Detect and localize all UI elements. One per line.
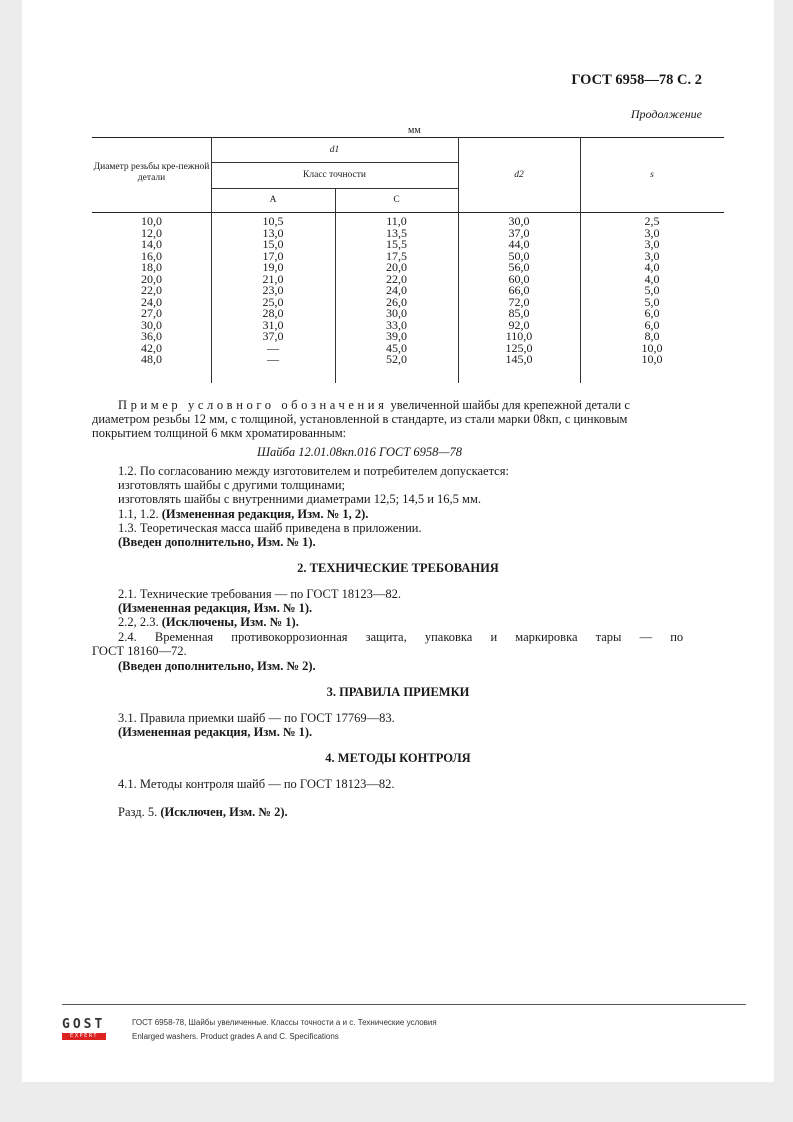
table-cell: 10,0 <box>641 352 663 366</box>
table-cell: — <box>267 352 279 366</box>
unit-label: мм <box>408 125 421 136</box>
table-hline <box>211 162 458 163</box>
table-cell: 25,0 <box>262 294 284 309</box>
clause-2-4-cont: ГОСТ 18160—72. <box>92 644 187 658</box>
table-cell: 28,0 <box>262 306 284 320</box>
column-d1-class-a <box>211 216 335 366</box>
table-cell: 33,0 <box>386 317 407 332</box>
table-cell: 12,0 <box>141 225 162 240</box>
clause-2-1-note: (Измененная редакция, Изм. № 1). <box>118 601 313 615</box>
clause-1-2: 1.2. По согласованию между изготовителем и потребителем допускается: <box>118 464 509 478</box>
table-cell: 85,0 <box>508 306 530 320</box>
table-cell: 24,0 <box>141 294 162 309</box>
clause-1-2-item-a: изготовлять шайбы с другими толщинами; <box>118 478 345 492</box>
clause-3-1-note: (Измененная редакция, Изм. № 1). <box>118 725 313 739</box>
table-cell: 60,0 <box>508 271 530 286</box>
continuation-label: Продолжение <box>630 107 702 121</box>
column-thread-diameter <box>92 216 211 366</box>
table-cell: 31,0 <box>262 317 284 332</box>
table-cell: 20,0 <box>386 260 407 274</box>
clause-2-1: 2.1. Технические требования — по ГОСТ 18123—82. <box>118 587 401 601</box>
footer-title-en: Enlarged washers. Product grades A and C. Specifications <box>132 1032 339 1041</box>
table-cell: 15,0 <box>262 237 284 251</box>
table-cell: 37,0 <box>262 329 284 343</box>
table-cell: 13,5 <box>386 225 407 240</box>
header-d1: d1 <box>329 145 340 155</box>
table-cell: 3,0 <box>644 225 660 240</box>
footer-rule <box>62 1004 746 1005</box>
table-header-rule <box>92 212 724 213</box>
table-cell: 30,0 <box>141 317 162 332</box>
table-cell: 30,0 <box>508 214 530 228</box>
table-cell: 16,0 <box>141 248 162 263</box>
section-5-note: Разд. 5. (Исключен, Изм. № 2). <box>118 805 288 819</box>
table-cell: 3,0 <box>644 248 660 263</box>
table-cell: 10,0 <box>641 340 663 355</box>
header-accuracy-class: Класс точности <box>303 170 366 180</box>
table-cell: 72,0 <box>508 294 530 309</box>
example-line-1: Пример условного обозначения увеличенной шайбы для крепежной детали с <box>118 398 630 412</box>
table-cell: — <box>267 340 279 355</box>
table-cell: 10,5 <box>262 214 284 228</box>
table-hline <box>211 188 458 189</box>
table-cell: 24,0 <box>386 283 407 297</box>
page-header-title: ГОСТ 6958—78 С. 2 <box>571 72 702 88</box>
clause-2-4-note: (Введен дополнительно, Изм. № 2). <box>118 659 316 673</box>
table-cell: 125,0 <box>505 340 533 355</box>
table-cell: 8,0 <box>644 329 660 343</box>
section-2-heading: 2. ТЕХНИЧЕСКИЕ ТРЕБОВАНИЯ <box>297 561 499 575</box>
column-d1-class-c <box>335 216 458 366</box>
header-s: s <box>650 170 654 180</box>
table-cell: 17,0 <box>262 248 284 263</box>
clause-2-2-note: 2.2, 2.3. (Исключены, Изм. № 1). <box>118 615 299 629</box>
clause-1-3: 1.3. Теоретическая масса шайб приведена в приложении. <box>118 521 422 535</box>
table-cell: 56,0 <box>508 260 530 274</box>
table-cell: 6,0 <box>644 317 660 332</box>
table-top-rule <box>92 137 724 138</box>
header-class-a: А <box>269 195 277 205</box>
table-cell: 44,0 <box>508 237 530 251</box>
table-cell: 37,0 <box>508 225 530 240</box>
document-page <box>22 0 774 1082</box>
table-cell: 5,0 <box>644 294 660 309</box>
table-cell: 22,0 <box>386 271 407 286</box>
table-cell: 15,5 <box>386 237 407 251</box>
example-line-2: диаметром резьбы 12 мм, с толщиной, установленной в стандарте, из стали марки 08кп, с цинковым <box>92 412 628 426</box>
clause-1-3-note: (Введен дополнительно, Изм. № 1). <box>118 535 316 549</box>
table-cell: 22,0 <box>141 283 162 297</box>
header-class-c: С <box>393 195 400 205</box>
table-cell: 20,0 <box>141 271 162 286</box>
table-cell: 42,0 <box>141 340 162 355</box>
table-cell: 39,0 <box>386 329 407 343</box>
column-s <box>580 216 724 366</box>
table-cell: 23,0 <box>262 283 284 297</box>
example-designation: Шайба 12.01.08кп.016 ГОСТ 6958—78 <box>257 445 463 459</box>
table-cell: 11,0 <box>386 214 407 228</box>
table-cell: 30,0 <box>386 306 407 320</box>
clause-1-1-note: 1.1, 1.2. (Измененная редакция, Изм. № 1, 2). <box>118 507 369 521</box>
table-cell: 145,0 <box>505 352 533 366</box>
section-4-heading: 4. МЕТОДЫ КОНТРОЛЯ <box>325 751 471 765</box>
table-cell: 3,0 <box>644 237 660 251</box>
example-line-3: покрытием толщиной 6 мкм хроматированным: <box>92 426 347 440</box>
clause-1-2-item-b: изготовлять шайбы с внутренними диаметрами 12,5; 14,5 и 16,5 мм. <box>118 492 481 506</box>
table-cell: 52,0 <box>386 352 407 366</box>
clause-3-1: 3.1. Правила приемки шайб — по ГОСТ 17769—83. <box>118 711 395 725</box>
header-d2: d2 <box>514 170 524 180</box>
table-cell: 18,0 <box>141 260 162 274</box>
table-cell: 110,0 <box>505 329 533 343</box>
table-cell: 66,0 <box>508 283 530 297</box>
clause-2-4: 2.4. Временная противокоррозионная защита, упаковка и маркировка тары — по <box>118 630 684 644</box>
header-thread-diameter: Диаметр резьбы кре-пежной детали <box>93 162 210 183</box>
table-cell: 4,0 <box>644 260 660 274</box>
table-cell: 45,0 <box>386 340 407 355</box>
table-cell: 92,0 <box>508 317 530 332</box>
table-cell: 5,0 <box>644 283 660 297</box>
table-cell: 13,0 <box>262 225 284 240</box>
table-cell: 26,0 <box>386 294 407 309</box>
table-cell: 50,0 <box>508 248 530 263</box>
table-cell: 14,0 <box>141 237 162 251</box>
table-cell: 27,0 <box>141 306 162 320</box>
table-cell: 2,5 <box>644 214 660 228</box>
table-cell: 10,0 <box>141 214 162 228</box>
clause-4-1: 4.1. Методы контроля шайб — по ГОСТ 18123—82. <box>118 777 395 791</box>
table-cell: 6,0 <box>644 306 660 320</box>
table-cell: 21,0 <box>262 271 284 286</box>
section-3-heading: 3. ПРАВИЛА ПРИЕМКИ <box>326 685 470 699</box>
table-cell: 19,0 <box>262 260 284 274</box>
footer-title-ru: ГОСТ 6958-78, Шайбы увеличенные. Классы точности а и с. Технические условия <box>132 1018 437 1027</box>
table-cell: 48,0 <box>141 352 162 366</box>
column-d2 <box>458 216 580 366</box>
table-cell: 17,5 <box>386 248 407 263</box>
table-cell: 4,0 <box>644 271 660 286</box>
gost-expert-logo: GOST EXPERT <box>62 1017 106 1039</box>
table-cell: 36,0 <box>141 329 162 343</box>
